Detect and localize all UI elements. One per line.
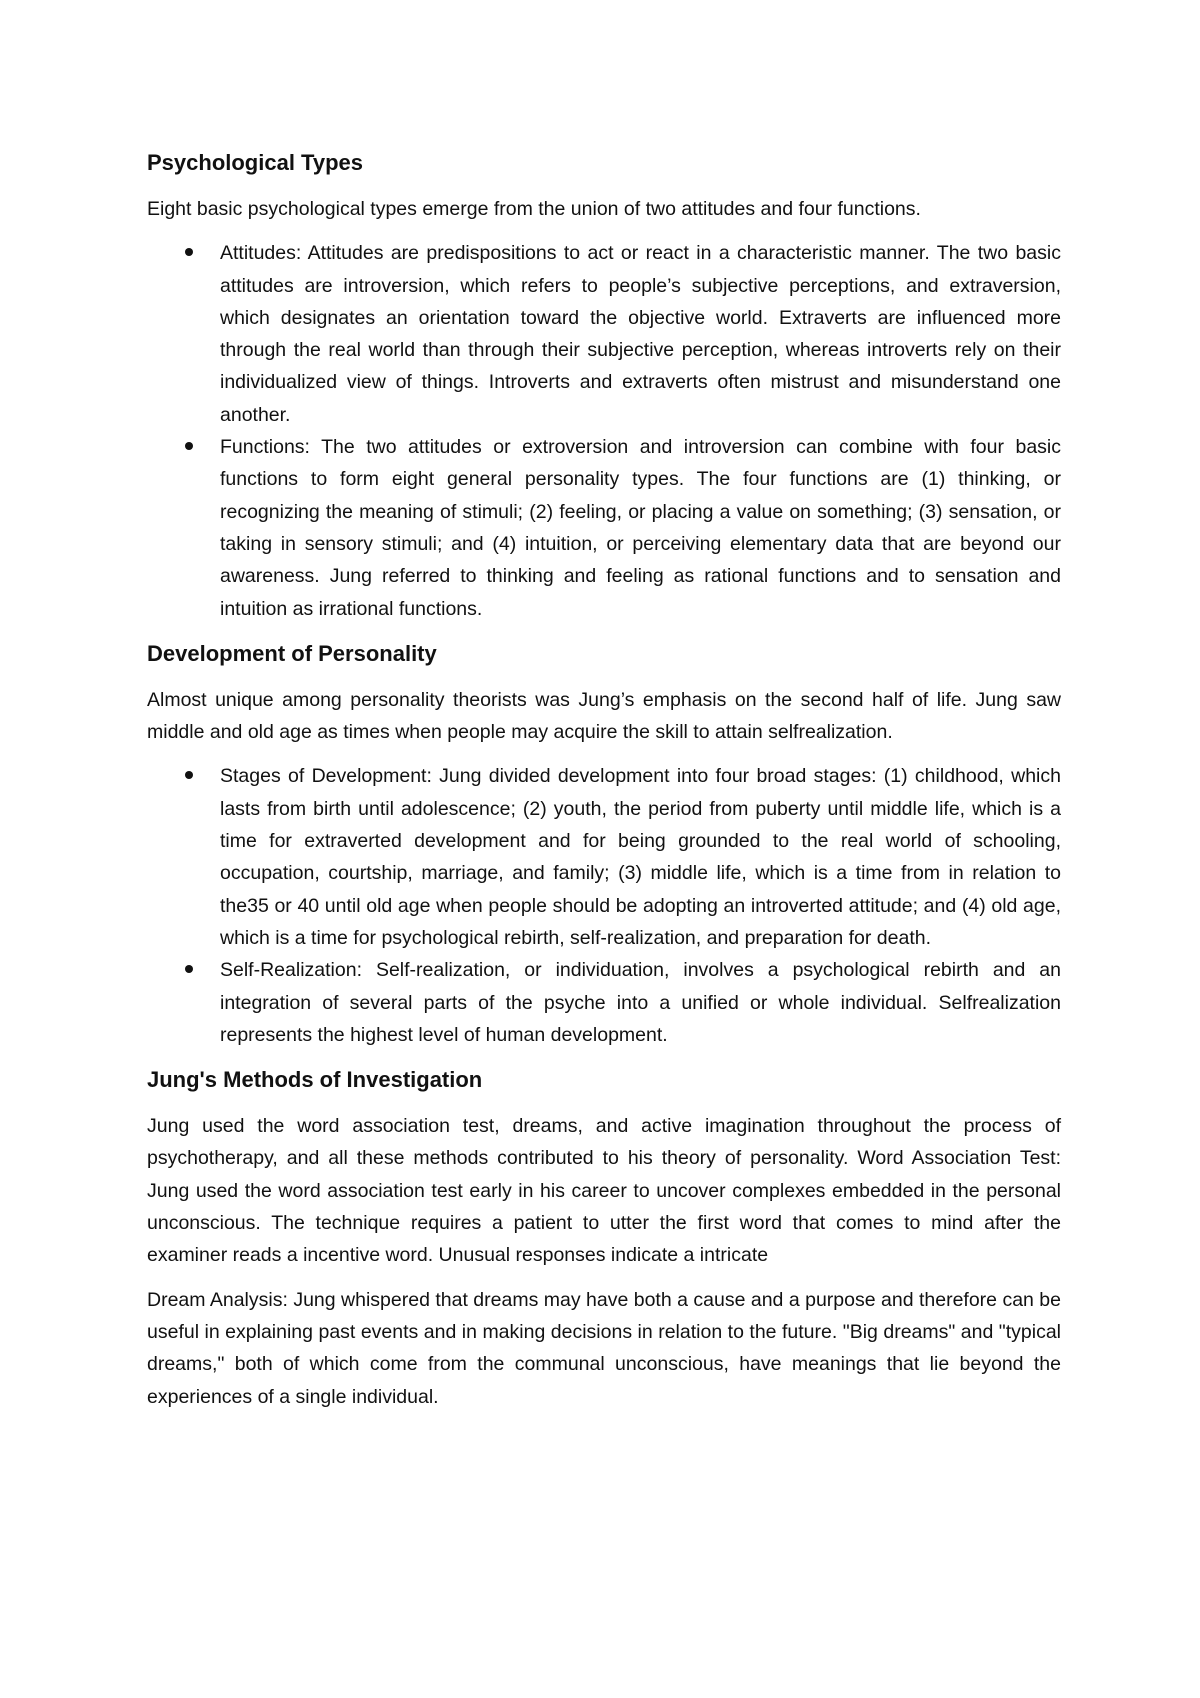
bullet-icon [185,771,193,779]
bullet-icon [185,248,193,256]
document-page [147,148,1061,1425]
list-item-text: Self-Realization: Self-realization, or individuation, involves a psychological rebirth and an integration of several parts of the psyche into a unified or whole individual. Selfrealization represents the highest level of human development. [220,959,1061,1046]
list-item-text: Attitudes: Attitudes are predispositions to act or react in a characteristic manner. The two basic attitudes are introversion, which refers to people’s subjective perceptions, and extraversion, which designates an orientation toward the objective world. Extraverts are influenced more through the real world than through their subjective perception, whereas introverts rely on their individualized view of things. Introverts and extraverts often mistrust and misunderstand one another. [220,242,1061,426]
bullet-list-development [147,760,1061,1051]
paragraph-psychological-types-intro: Eight basic psychological types emerge from the union of two attitudes and four functions. [147,198,921,220]
bullet-icon [185,965,193,973]
list-item-text: Functions: The two attitudes or extroversion and introversion can combine with four basic functions to form eight general personality types. The four functions are (1) thinking, or recognizing the meaning of stimuli; (2) feeling, or placing a value on something; (3) sensation, or taking in sensory stimuli; and (4) intuition, or perceiving elementary data that are beyond our awareness. Jung referred to thinking and feeling as rational functions and to sensation and intuition as irrational functions. [220,436,1061,620]
paragraph-methods-word-association: Jung used the word association test, dreams, and active imagination throughout the process of psychotherapy, and all these methods contributed to his theory of personality. Word Association Test: Jung used the word association test early in his career to uncover complexes embedded in the personal unconscious. The technique requires a patient to utter the first word that comes to mind after the examiner reads a incentive word. Unusual responses indicate a intricate [147,1115,1061,1267]
list-item [147,760,1061,954]
heading-psychological-types: Psychological Types [147,150,364,175]
list-item [147,954,1061,1051]
list-item-text: Stages of Development: Jung divided development into four broad stages: (1) childhood, which lasts from birth until adolescence; (2) youth, the period from puberty until middle life, which is a time for extraverted development and for being grounded to the real world of schooling, occupation, courtship, marriage, and family; (3) middle life, which is a time from in relation to the35 or 40 until old age when people should be adopting an introverted attitude; and (4) old age, which is a time for psychological rebirth, self-realization, and preparation for death. [220,765,1061,949]
paragraph-development-intro: Almost unique among personality theorists was Jung’s emphasis on the second half of life. Jung saw middle and old age as times when people may acquire the skill to attain selfrealization. [147,688,1061,744]
paragraph-methods-dream-analysis: Dream Analysis: Jung whispered that dreams may have both a cause and a purpose and therefore can be useful in explaining past events and in making decisions in relation to the future. "Big dreams" and "typical dreams," both of which come from the communal unconscious, have meanings that lie beyond the experiences of a single individual. [147,1288,1061,1408]
list-item [147,431,1061,625]
heading-development-of-personality: Development of Personality [147,640,437,666]
bullet-icon [185,442,193,450]
list-item [147,237,1061,431]
bullet-list-psychological-types [147,237,1061,625]
heading-jungs-methods: Jung's Methods of Investigation [147,1067,483,1093]
